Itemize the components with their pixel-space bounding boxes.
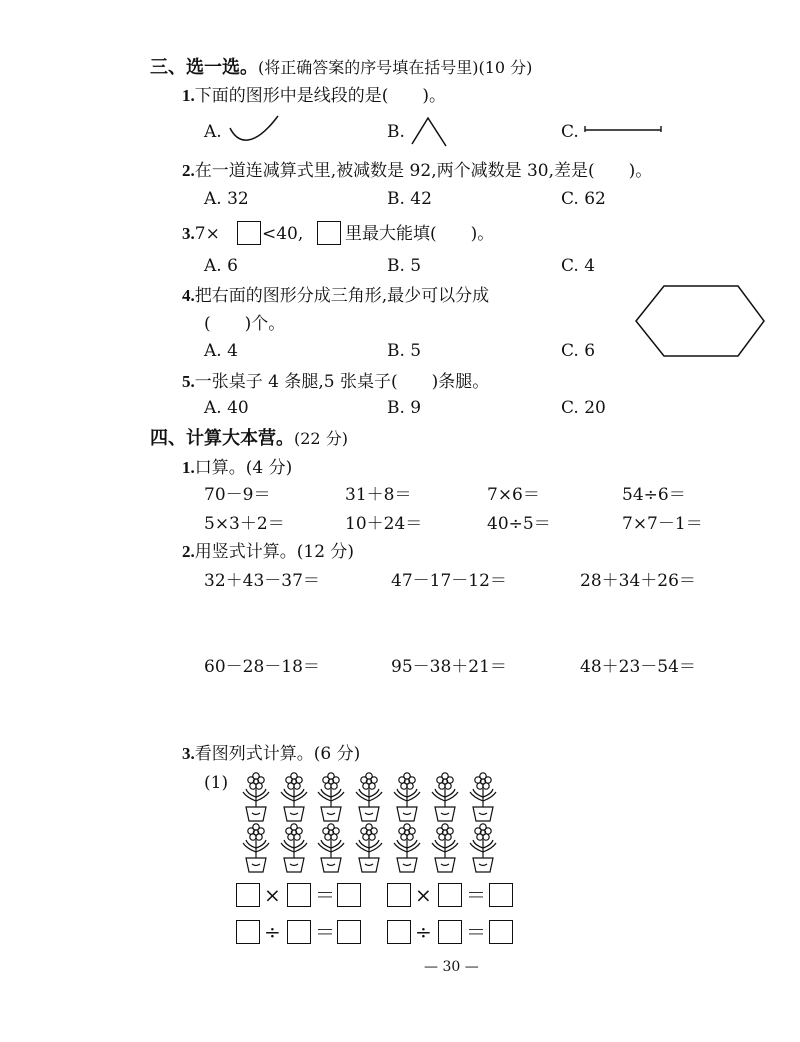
- equals-sign: ＝: [315, 883, 335, 907]
- multiply-sign: ×: [415, 883, 432, 907]
- q3-option-c: C. 4: [561, 256, 596, 276]
- answer-box: [237, 221, 261, 245]
- oral-item: 7×7－1＝: [622, 514, 703, 534]
- flower-pot-icon: [241, 771, 271, 823]
- oral-item: 31＋8＝: [345, 485, 412, 505]
- flower-pot-icon: [392, 822, 422, 874]
- flower-pot-icon: [241, 822, 271, 874]
- oral-item: 54÷6＝: [622, 485, 686, 505]
- q1-option-c: C.: [561, 122, 579, 142]
- flower-pot-icon: [279, 822, 309, 874]
- flower-pot-icon: [430, 822, 460, 874]
- broken-line-shape: [410, 114, 450, 148]
- q4-option-b: B. 5: [387, 341, 422, 361]
- multiply-sign: ×: [264, 883, 281, 907]
- equals-sign: ＝: [466, 920, 486, 944]
- flower-pot-icon: [468, 822, 498, 874]
- vertical-item: 32＋43－37＝: [204, 571, 320, 591]
- flower-pot-icon: [468, 771, 498, 823]
- flower-pot-icon: [430, 771, 460, 823]
- q4-option-a: A. 4: [204, 341, 238, 361]
- answer-box: [489, 920, 513, 944]
- picture-title: 3.看图列式计算。(6 分): [182, 744, 361, 764]
- q2-option-c: C. 62: [561, 189, 606, 209]
- oral-item: 7×6＝: [487, 485, 540, 505]
- answer-box: [236, 883, 260, 907]
- divide-sign: ÷: [264, 920, 281, 944]
- equals-sign: ＝: [466, 883, 486, 907]
- line-segment-shape: [584, 122, 664, 136]
- flower-pot-icon: [316, 822, 346, 874]
- curve-shape: [228, 114, 280, 148]
- answer-box: [387, 883, 411, 907]
- answer-box: [287, 883, 311, 907]
- answer-box: [317, 221, 341, 245]
- oral-item: 70－9＝: [204, 485, 271, 505]
- q4-option-c: C. 6: [561, 341, 596, 361]
- question-3: 3.7×: [182, 224, 220, 244]
- vertical-item: 28＋34＋26＝: [580, 571, 696, 591]
- question-4-line-2: ( )个。: [204, 314, 286, 334]
- section-3-title: 三、选一选。(将正确答案的序号填在括号里)(10 分): [150, 57, 533, 78]
- q3-option-b: B. 5: [387, 256, 422, 276]
- flower-pot-icon: [279, 771, 309, 823]
- q5-option-b: B. 9: [387, 398, 422, 418]
- vertical-item: 48＋23－54＝: [580, 657, 696, 677]
- question-1: 1.下面的图形中是线段的是( )。: [182, 86, 447, 106]
- vertical-item: 95－38＋21＝: [391, 657, 507, 677]
- equals-sign: ＝: [315, 920, 335, 944]
- q1-option-b: B.: [387, 122, 405, 142]
- answer-box: [387, 920, 411, 944]
- divide-sign: ÷: [415, 920, 432, 944]
- q5-option-a: A. 40: [204, 398, 249, 418]
- section-4-title: 四、计算大本营。(22 分): [150, 428, 348, 449]
- oral-item: 40÷5＝: [487, 514, 551, 534]
- vertical-item: 47－17－12＝: [391, 571, 507, 591]
- vertical-title: 2.用竖式计算。(12 分): [182, 542, 355, 562]
- page-number: — 30 —: [424, 959, 479, 975]
- q2-option-a: A. 32: [204, 189, 249, 209]
- question-3-part-b: <40,: [262, 224, 304, 244]
- flower-pot-icon: [392, 771, 422, 823]
- flower-pot-icon: [316, 771, 346, 823]
- answer-box: [337, 920, 361, 944]
- q3-option-a: A. 6: [204, 256, 238, 276]
- question-4: 4.把右面的图形分成三角形,最少可以分成: [182, 286, 490, 306]
- question-3-part-c: 里最大能填( )。: [345, 224, 495, 244]
- flower-pot-icon: [354, 822, 384, 874]
- answer-box: [438, 883, 462, 907]
- question-5: 5.一张桌子 4 条腿,5 张桌子( )条腿。: [182, 372, 490, 392]
- question-2: 2.在一道连减算式里,被减数是 92,两个减数是 30,差是( )。: [182, 161, 653, 181]
- oral-item: 10＋24＝: [345, 514, 423, 534]
- q2-option-b: B. 42: [387, 189, 432, 209]
- picture-subquestion: (1): [204, 773, 229, 793]
- answer-box: [337, 883, 361, 907]
- flower-pot-icon: [354, 771, 384, 823]
- answer-box: [236, 920, 260, 944]
- answer-box: [489, 883, 513, 907]
- oral-item: 5×3＋2＝: [204, 514, 285, 534]
- answer-box: [287, 920, 311, 944]
- q1-option-a: A.: [204, 122, 222, 142]
- answer-box: [438, 920, 462, 944]
- q5-option-c: C. 20: [561, 398, 606, 418]
- oral-title: 1.口算。(4 分): [182, 458, 293, 478]
- hexagon-shape: [634, 284, 766, 358]
- vertical-item: 60－28－18＝: [204, 657, 320, 677]
